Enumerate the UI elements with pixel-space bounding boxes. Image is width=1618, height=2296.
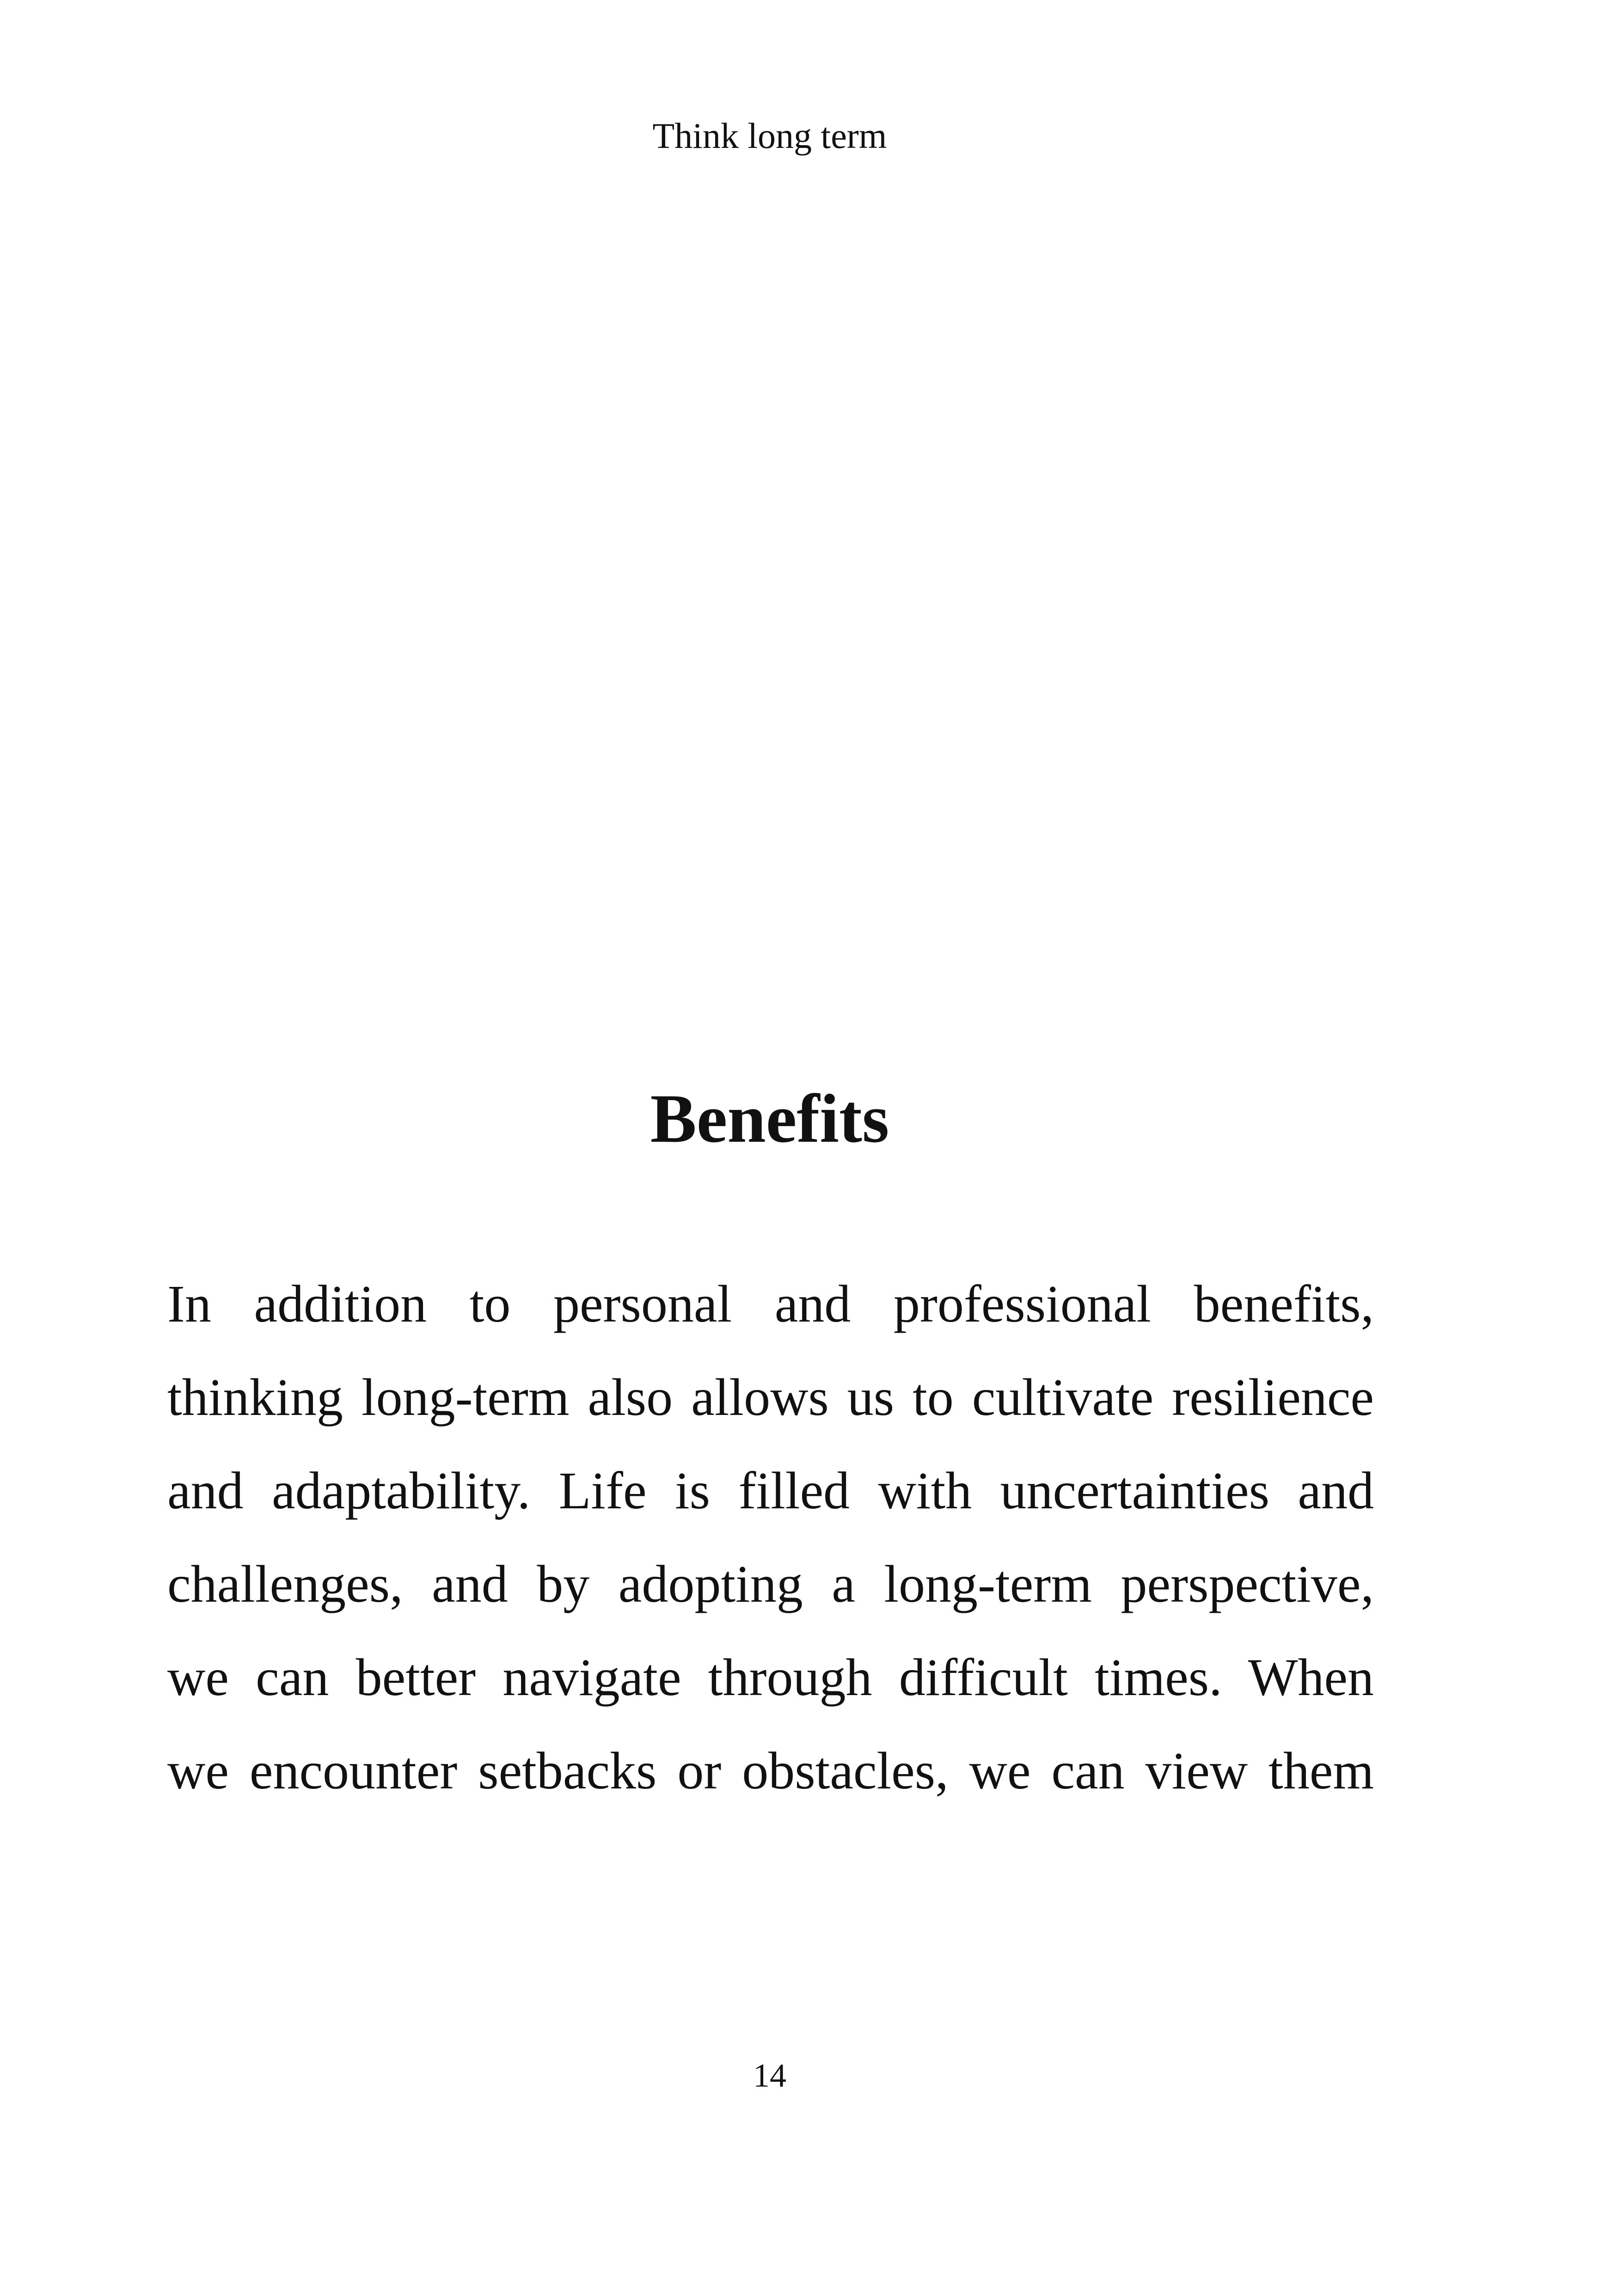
paragraph-line: we encounter setbacks or obstacles, we can view them (167, 1741, 1374, 1800)
paragraph-line: we can better navigate through difficult times. When (167, 1648, 1374, 1707)
running-header: Think long term (652, 116, 887, 156)
paragraph-line: challenges, and by adopting a long-term perspective, (167, 1555, 1374, 1613)
paragraph-line: and adaptability. Life is filled with uncertainties and (167, 1461, 1374, 1520)
paragraph-line: In addition to personal and professional benefits, (167, 1274, 1374, 1333)
body-paragraph (167, 1257, 1374, 1818)
section-title: Benefits (650, 1080, 889, 1157)
paragraph-line: thinking long-term also allows us to cultivate resilience (167, 1368, 1374, 1427)
page-number: 14 (753, 2057, 786, 2094)
